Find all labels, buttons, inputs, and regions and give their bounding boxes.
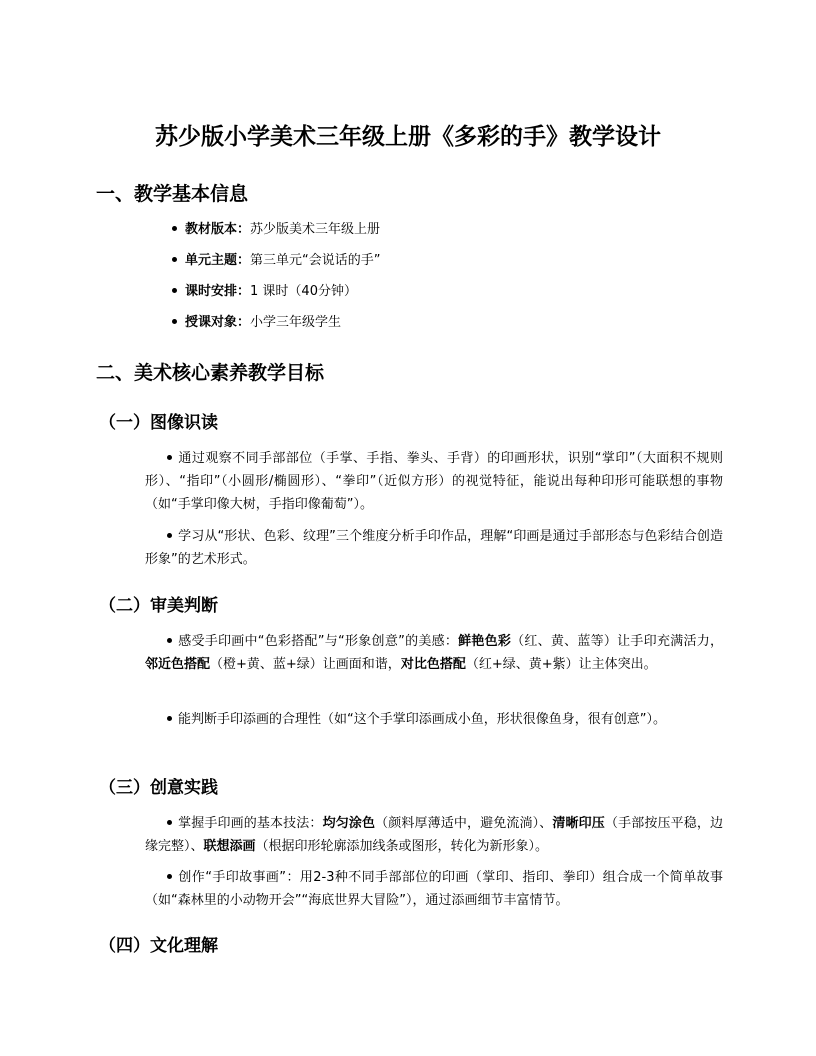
item-label: 单元主题： xyxy=(185,253,251,268)
bullet-icon xyxy=(167,874,172,879)
paragraph-text: （红、黄、蓝等）让手印充满活力， xyxy=(511,634,723,649)
paragraph-text: （根据印形轮廓添加线条或图形，转化为新形象）。 xyxy=(255,839,549,854)
list-item xyxy=(172,250,381,281)
item-value: 1 课时（40分钟） xyxy=(250,284,357,299)
item-label: 课时安排： xyxy=(185,284,251,299)
paragraph-text: 感受手印画中“色彩搭配”与“形象创意”的美感： xyxy=(178,634,459,649)
subheading-cultural-understanding: （四）文化理解 xyxy=(99,936,218,956)
paragraph-text: （红+绿、黄+紫）让主体突出。 xyxy=(465,657,657,672)
list-item xyxy=(172,312,381,343)
subheading-aesthetic-judgment: （二）审美判断 xyxy=(99,596,218,616)
paragraph-creative-2 xyxy=(145,866,723,912)
item-label: 教材版本： xyxy=(185,222,251,237)
item-label: 授课对象： xyxy=(185,315,251,330)
document-title: 苏少版小学美术三年级上册《多彩的手》教学设计 xyxy=(155,123,661,150)
bullet-icon xyxy=(167,638,172,643)
emphasis-text: 清晰印压 xyxy=(552,816,605,831)
paragraph-text: 通过观察不同手部部位（手掌、手指、拳头、手背）的印画形状，识别“掌印”（大面积不规则形）、“指印”（小圆形/椭圆形）、“拳印”（近似方形）的视觉特征，能说出每种印形可能联想的事物（如“手掌印像大树，手指印像葡萄”）。 xyxy=(145,451,723,512)
paragraph-text: 创作“手印故事画”：用2-3种不同手部部位的印画（掌印、指印、拳印）组合成一个简单故事（如“森林里的小动物开会”“海底世界大冒险”），通过添画细节丰富情节。 xyxy=(145,870,723,908)
bullet-icon xyxy=(172,319,177,324)
subheading-creative-practice: （三）创意实践 xyxy=(99,778,218,798)
basic-info-list xyxy=(172,219,381,343)
bullet-icon xyxy=(172,257,177,262)
emphasis-text: 均匀涂色 xyxy=(322,816,376,831)
paragraph-image-reading-1 xyxy=(145,447,723,516)
paragraph-creative-1 xyxy=(145,812,723,858)
bullet-icon xyxy=(167,820,172,825)
item-value: 苏少版美术三年级上册 xyxy=(250,222,381,237)
section-heading-basic-info: 一、教学基本信息 xyxy=(96,183,249,205)
item-value: 第三单元“会说话的手” xyxy=(250,253,381,268)
bullet-icon xyxy=(167,533,172,538)
emphasis-text: 邻近色搭配 xyxy=(145,657,211,672)
paragraph-aesthetic-2 xyxy=(145,708,723,731)
paragraph-text: 掌握手印画的基本技法： xyxy=(178,816,323,831)
bullet-icon xyxy=(167,455,172,460)
list-item xyxy=(172,281,381,312)
emphasis-text: 鲜艳色彩 xyxy=(458,634,512,649)
paragraph-aesthetic-1 xyxy=(145,630,723,676)
paragraph-text: 能判断手印添画的合理性（如“这个手掌印添画成小鱼，形状很像鱼身，很有创意”）。 xyxy=(178,712,666,727)
section-heading-objectives: 二、美术核心素养教学目标 xyxy=(96,362,325,384)
emphasis-text: 联想添画 xyxy=(203,839,256,854)
bullet-icon xyxy=(167,716,172,721)
paragraph-text: （手部按压平稳，边缘完整）、 xyxy=(145,816,723,854)
subheading-image-reading: （一）图像识读 xyxy=(99,413,218,433)
bullet-icon xyxy=(172,226,177,231)
emphasis-text: 对比色搭配 xyxy=(400,657,466,672)
list-item xyxy=(172,219,381,250)
paragraph-image-reading-2 xyxy=(145,525,723,571)
item-value: 小学三年级学生 xyxy=(250,315,342,330)
paragraph-text: 学习从“形状、色彩、纹理”三个维度分析手印作品，理解“印画是通过手部形态与色彩结合创造形象”的艺术形式。 xyxy=(145,529,723,567)
paragraph-text: （颜料厚薄适中，避免流淌）、 xyxy=(375,816,553,831)
paragraph-text: （橙+黄、蓝+绿）让画面和谐， xyxy=(210,657,401,672)
bullet-icon xyxy=(172,288,177,293)
